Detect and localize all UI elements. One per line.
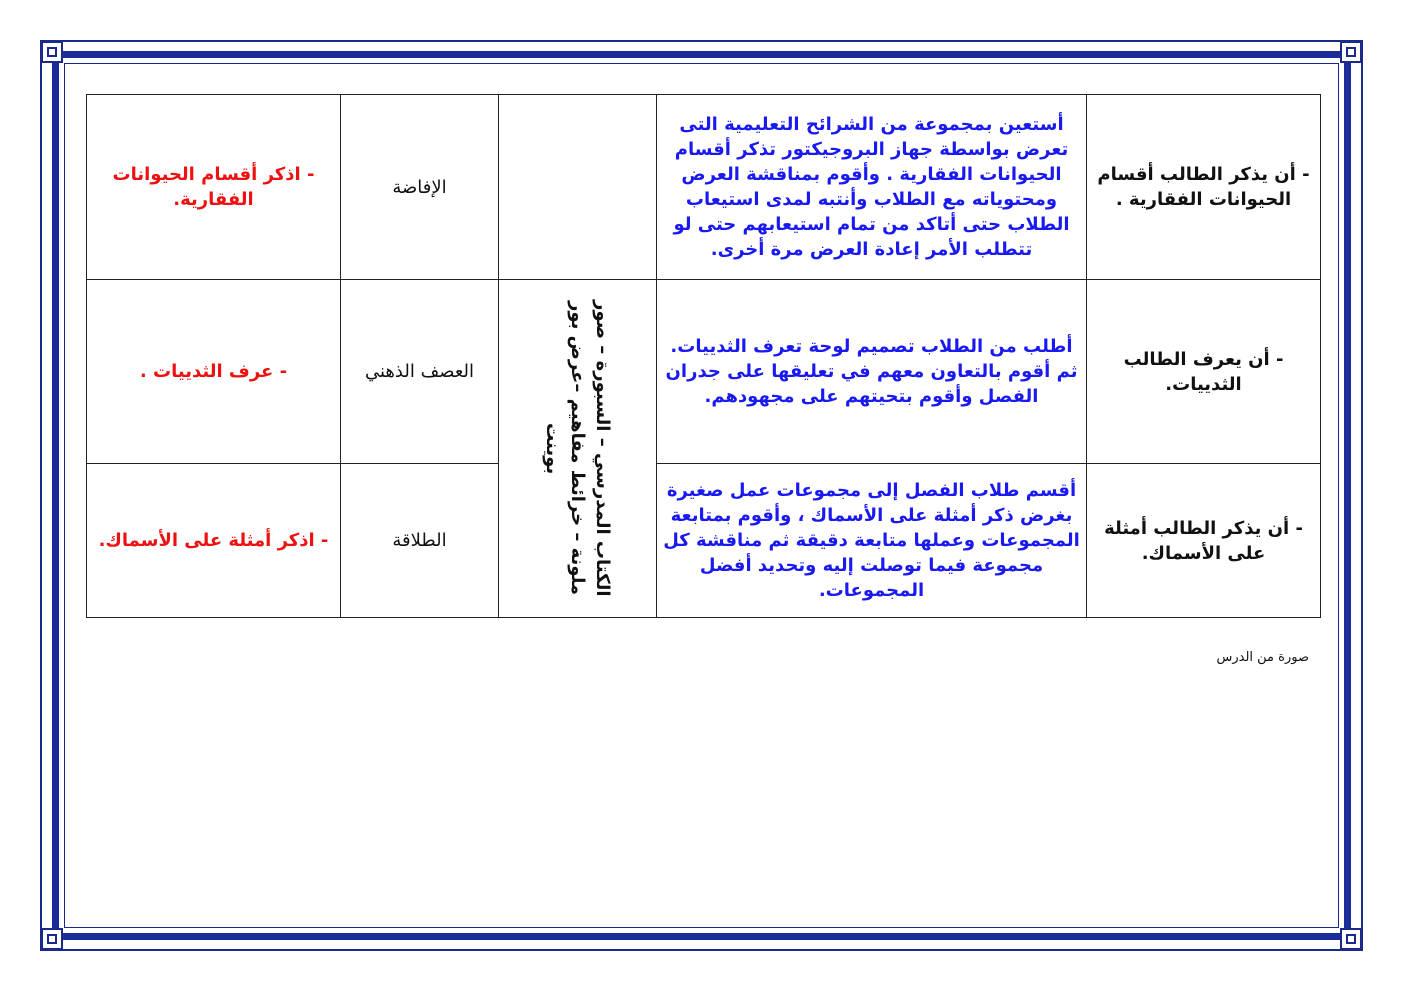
corner-ornament-bottom-right bbox=[1340, 928, 1362, 950]
corner-ornament-top-left bbox=[41, 41, 63, 63]
objective-cell bbox=[1087, 464, 1321, 618]
evaluation-text: - اذكر أقسام الحيوانات الفقارية. bbox=[112, 164, 315, 210]
objective-cell bbox=[1087, 95, 1321, 280]
objective-cell bbox=[1087, 280, 1321, 464]
strategy-cell bbox=[341, 280, 499, 464]
lesson-plan-table bbox=[86, 94, 1321, 618]
procedure-cell bbox=[657, 280, 1087, 464]
resources-text: الكتاب المدرسي – السبورة – صور ملونة – خرائط مفاهيم –عرض بور بوينت bbox=[542, 300, 613, 597]
resources-cell bbox=[499, 280, 657, 618]
objective-text: - أن يعرف الطالب الثدييات. bbox=[1123, 348, 1284, 395]
objective-text: - أن يذكر الطالب أمثلة على الأسماك. bbox=[1104, 517, 1303, 564]
image-caption: صورة من الدرس bbox=[1216, 650, 1309, 665]
evaluation-cell bbox=[87, 95, 341, 280]
table-row bbox=[87, 464, 1321, 618]
table-row bbox=[87, 95, 1321, 280]
strategy-text: الإفاضة bbox=[392, 176, 447, 198]
procedure-cell bbox=[657, 95, 1087, 280]
evaluation-cell bbox=[87, 280, 341, 464]
procedure-text: أقسم طلاب الفصل إلى مجموعات عمل صغيرة بغرض ذكر أمثلة على الأسماك ، وأقوم بمتابعة المجموعات وعملها متابعة دقيقة ثم مناقشة كل مجموعة فيما توصلت إليه وتحديد أفضل المجموعات. bbox=[663, 480, 1080, 601]
strategy-cell bbox=[341, 464, 499, 618]
evaluation-text: - اذكر أمثلة على الأسماك. bbox=[98, 530, 329, 551]
strategy-text: الطلاقة bbox=[392, 530, 447, 551]
evaluation-cell bbox=[87, 464, 341, 618]
corner-ornament-top-right bbox=[1340, 41, 1362, 63]
strategy-text: العصف الذهني bbox=[365, 361, 474, 382]
strategy-cell bbox=[341, 95, 499, 280]
corner-ornament-bottom-left bbox=[41, 928, 63, 950]
procedure-text: أستعين بمجموعة من الشرائح التعليمية التى تعرض بواسطة جهاز البروجيكتور تذكر أقسام الحيوانات الفقارية . وأقوم بمناقشة العرض ومحتوياته مع الطلاب وأنتبه لمدى استيعاب الطلاب حتى أتاكد من تمام استيعابهم حتى لو تتطلب الأمر إعادة العرض مرة أخرى. bbox=[673, 114, 1070, 260]
procedure-text: أطلب من الطلاب تصميم لوحة تعرف الثدييات. ثم أقوم بالتعاون معهم في تعليقها على جدران الفصل وأقوم بتحيتهم على مجهودهم. bbox=[665, 336, 1078, 407]
resources-cell-empty bbox=[499, 95, 657, 280]
table-row bbox=[87, 280, 1321, 464]
procedure-cell bbox=[657, 464, 1087, 618]
evaluation-text: - عرف الثدييات . bbox=[139, 361, 288, 382]
objective-text: - أن يذكر الطالب أقسام الحيوانات الفقارية . bbox=[1097, 164, 1310, 210]
